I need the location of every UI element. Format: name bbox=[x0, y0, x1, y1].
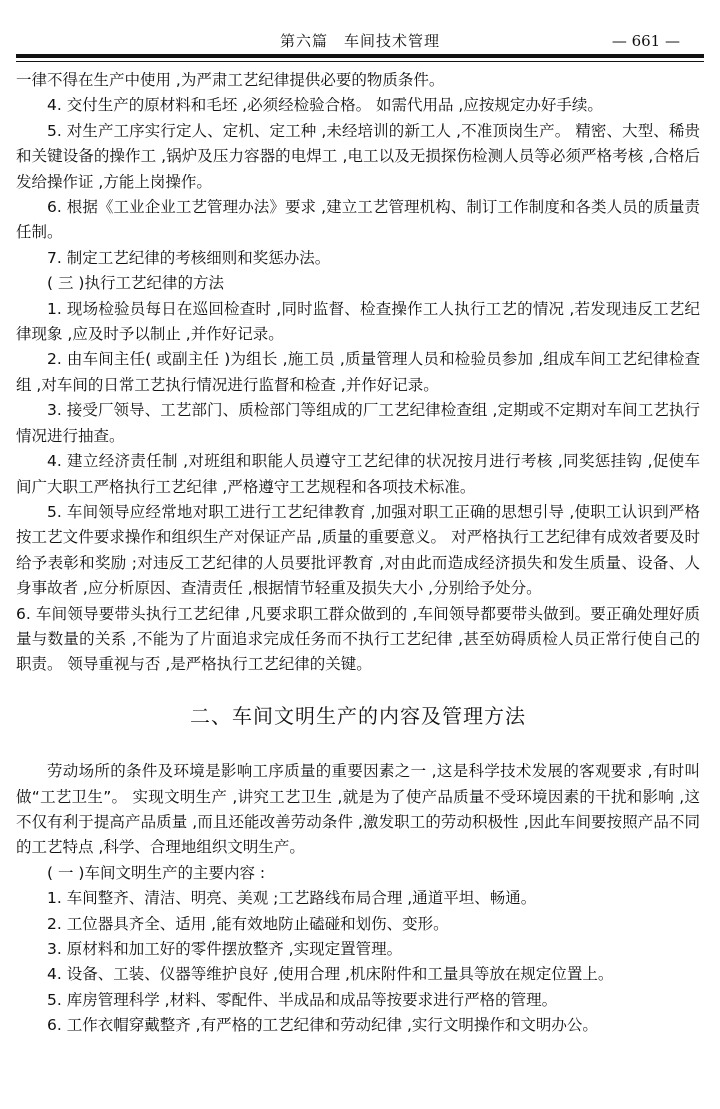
header-rule bbox=[16, 54, 704, 58]
paragraph: 7. 制定工艺纪律的考核细则和奖惩办法。 bbox=[47, 248, 331, 267]
paragraph: 2. 由车间主任( 或副主任 )为组长 ,施工员 ,质量管理人员和检验员参加 ,组成车间工艺纪律检查组 ,对车间的日常工艺执行情况进行监督和检查 ,并作好记录。 bbox=[16, 350, 700, 394]
paragraph: 4. 建立经济责任制 ,对班组和职能人员遵守工艺纪律的状况按月进行考核 ,同奖惩挂钩 ,促使车间广大职工严格执行工艺纪律 ,严格遵守工艺规程和各项技术标准。 bbox=[16, 452, 700, 496]
paragraph: 4. 设备、工装、仪器等维护良好 ,使用合理 ,机床附件和工量具等放在规定位置上。 bbox=[47, 965, 614, 984]
paragraph: 6. 根据《工业企业工艺管理办法》要求 ,建立工艺管理机构、制订工作制度和各类人员的质量责任制。 bbox=[16, 198, 700, 242]
paragraph: 劳动场所的条件及环境是影响工序质量的重要因素之一 ,这是科学技术发展的客观要求 ,有时叫做“工艺卫生”。 实现文明生产 ,讲究工艺卫生 ,就是为了使产品质量不受环境因素的干扰和影响 ,这不仅有利于提高产品质量 ,而且还能改善劳动条件 ,激发职工的劳动积极性 ,因此车间要按照产品不同的工艺特点 ,科学、合理地组织文明生产。 bbox=[16, 762, 700, 857]
paragraph: 1. 车间整齐、清洁、明亮、美观 ;工艺路线布局合理 ,通道平坦、畅通。 bbox=[47, 889, 537, 908]
paragraph: ( 一 )车间文明生产的主要内容 : bbox=[47, 863, 266, 882]
paragraph: 一律不得在生产中使用 ,为严肃工艺纪律提供必要的物质条件。 bbox=[16, 71, 445, 89]
page-number: — 661 — bbox=[611, 32, 680, 50]
paragraph: 4. 交付生产的原材料和毛坯 ,必须经检验合格。 如需代用品 ,应按规定办好手续。 bbox=[47, 96, 603, 115]
section-heading: 二、车间文明生产的内容及管理方法 bbox=[190, 703, 526, 728]
paragraph: ( 三 )执行工艺纪律的方法 bbox=[47, 274, 224, 293]
paragraph: 5. 对生产工序实行定人、定机、定工种 ,未经培训的新工人 ,不准顶岗生产。 精密、大型、稀贵和关键设备的操作工 ,锅炉及压力容器的电焊工 ,电工以及无损探伤检测人员等必须严格考核 ,合格后发给操作证 ,方能上岗操作。 bbox=[16, 121, 700, 191]
header-title: 第六篇 车间技术管理 bbox=[279, 32, 440, 50]
paragraph: 3. 原材料和加工好的零件摆放整齐 ,实现定置管理。 bbox=[47, 940, 403, 958]
document-body bbox=[16, 68, 700, 1039]
paragraph: 2. 工位器具齐全、适用 ,能有效地防止磕碰和划伤、变形。 bbox=[47, 914, 449, 933]
paragraph: 1. 现场检验员每日在巡回检查时 ,同时监督、检查操作工人执行工艺的情况 ,若发现违反工艺纪律现象 ,应及时予以制止 ,并作好记录。 bbox=[16, 299, 700, 344]
paragraph: 5. 车间领导应经常地对职工进行工艺纪律教育 ,加强对职工正确的思想引导 ,使职工认识到严格按工艺文件要求操作和组织生产对保证产品 ,质量的重要意义。 对严格执行工艺纪律有成效者要及时给予表彰和奖励 ;对违反工艺纪律的人员要批评教育 ,对由此而造成经济损失和发生质量、设备、人身事故者 ,应分析原因、查清责任 ,根据情节轻重及损失大小 ,分别给予处分。 bbox=[16, 502, 700, 598]
paragraph: 6. 车间领导要带头执行工艺纪律 ,凡要求职工群众做到的 ,车间领导都要带头做到。要正确处理好质量与数量的关系 ,不能为了片面追求完成任务而不执行工艺纪律 ,甚至妨碍质检人员正常行使自己的职责。 领导重视与否 ,是严格执行工艺纪律的关键。 bbox=[16, 604, 700, 674]
paragraph: 3. 接受厂领导、工艺部门、质检部门等组成的厂工艺纪律检查组 ,定期或不定期对车间工艺执行情况进行抽查。 bbox=[16, 401, 700, 445]
header-rule-thin bbox=[16, 61, 704, 62]
paragraph: 5. 库房管理科学 ,材料、零配件、半成品和成品等按要求进行严格的管理。 bbox=[47, 990, 558, 1009]
paragraph-group-bottom bbox=[16, 759, 700, 1038]
page-header bbox=[16, 22, 704, 54]
paragraph: 6. 工作衣帽穿戴整齐 ,有严格的工艺纪律和劳动纪律 ,实行文明操作和文明办公。 bbox=[47, 1016, 598, 1035]
paragraph-group-top bbox=[16, 68, 700, 678]
